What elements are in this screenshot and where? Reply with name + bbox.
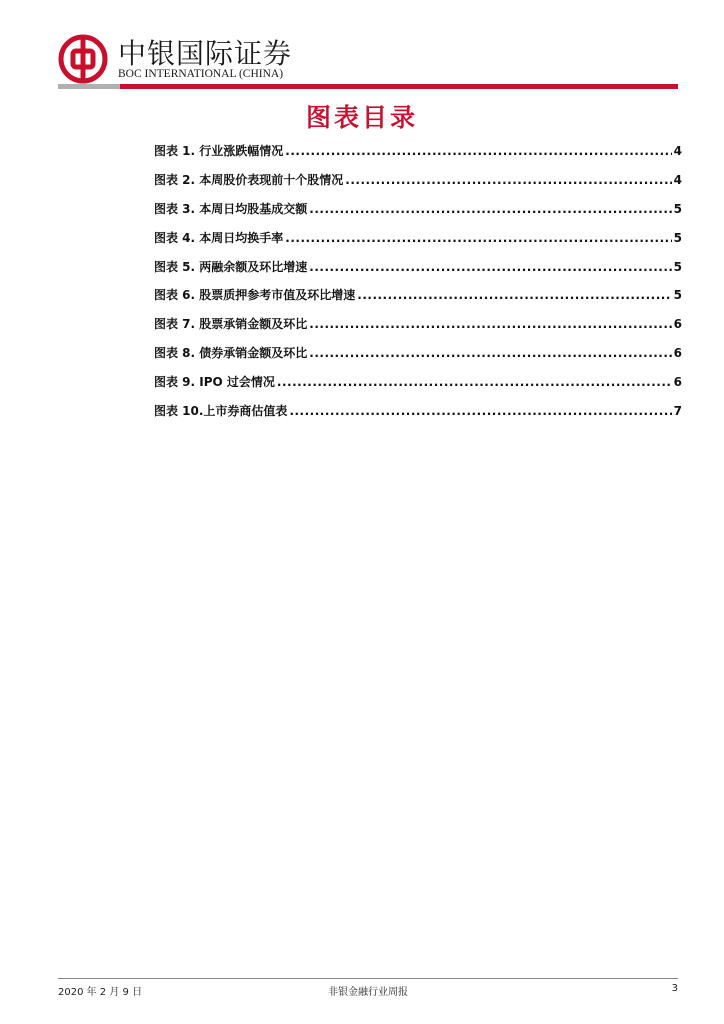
toc-entry[interactable] <box>154 402 682 431</box>
toc-entry[interactable] <box>154 315 682 344</box>
toc-entry-label: 图表 7. 股票承销金额及环比 <box>154 317 308 332</box>
page-header <box>58 30 678 90</box>
toc-entry[interactable] <box>154 142 682 171</box>
toc-entry[interactable] <box>154 258 682 287</box>
toc-entry-label: 图表 2. 本周股价表现前十个股情况 <box>154 172 344 187</box>
toc-entry[interactable] <box>154 286 682 315</box>
table-of-figures <box>154 142 682 431</box>
toc-entry[interactable] <box>154 171 682 200</box>
header-divider-accent <box>58 84 120 89</box>
toc-entry[interactable] <box>154 200 682 229</box>
brand-name-chinese: 中银国际证券 <box>118 37 293 70</box>
brand-name-english: BOC INTERNATIONAL (CHINA) <box>118 68 284 80</box>
toc-title: 图表目录 <box>305 103 418 132</box>
toc-leader-dots <box>357 288 671 302</box>
footer-divider <box>58 978 678 979</box>
toc-entry-page: 5 <box>673 259 682 274</box>
boc-logo-icon <box>58 34 108 84</box>
toc-leader-dots <box>285 231 671 245</box>
toc-leader-dots <box>309 202 671 216</box>
toc-entry-page: 6 <box>673 346 682 361</box>
header-divider <box>58 84 678 89</box>
toc-entry-label: 图表 8. 债券承销金额及环比 <box>154 346 308 361</box>
toc-leader-dots <box>285 144 671 158</box>
toc-entry-page: 7 <box>673 404 682 419</box>
toc-leader-dots <box>345 173 671 187</box>
page-footer <box>58 983 678 999</box>
toc-entry-label: 图表 1. 行业涨跌幅情况 <box>154 144 284 158</box>
toc-leader-dots <box>289 404 671 418</box>
toc-entry-label: 图表 3. 本周日均股基成交额 <box>154 201 308 216</box>
footer-date: 2020 年 2 月 9 日 <box>58 987 143 998</box>
toc-entry-page: 6 <box>673 375 682 390</box>
toc-leader-dots <box>277 375 672 389</box>
toc-entry-page: 4 <box>673 144 682 158</box>
toc-entry-page: 5 <box>673 230 682 245</box>
toc-leader-dots <box>309 317 671 331</box>
toc-entry[interactable] <box>154 373 682 402</box>
toc-leader-dots <box>309 346 671 360</box>
toc-entry-page: 4 <box>673 172 682 187</box>
toc-entry[interactable] <box>154 229 682 258</box>
toc-entry-label: 图表 4. 本周日均换手率 <box>154 230 284 245</box>
toc-entry[interactable] <box>154 344 682 373</box>
footer-report-name: 非银金融行业周报 <box>328 987 408 998</box>
toc-leader-dots <box>309 260 671 274</box>
toc-entry-label: 图表 9. IPO 过会情况 <box>154 375 275 390</box>
footer-page-number: 3 <box>671 983 678 994</box>
toc-entry-page: 5 <box>673 288 682 303</box>
toc-entry-label: 图表 6. 股票质押参考市值及环比增速 <box>154 288 356 303</box>
toc-entry-label: 图表 5. 两融余额及环比增速 <box>154 259 308 274</box>
toc-entry-page: 6 <box>673 317 682 332</box>
toc-entry-label: 图表 10.上市券商估值表 <box>154 404 288 419</box>
toc-entry-page: 5 <box>673 201 682 216</box>
